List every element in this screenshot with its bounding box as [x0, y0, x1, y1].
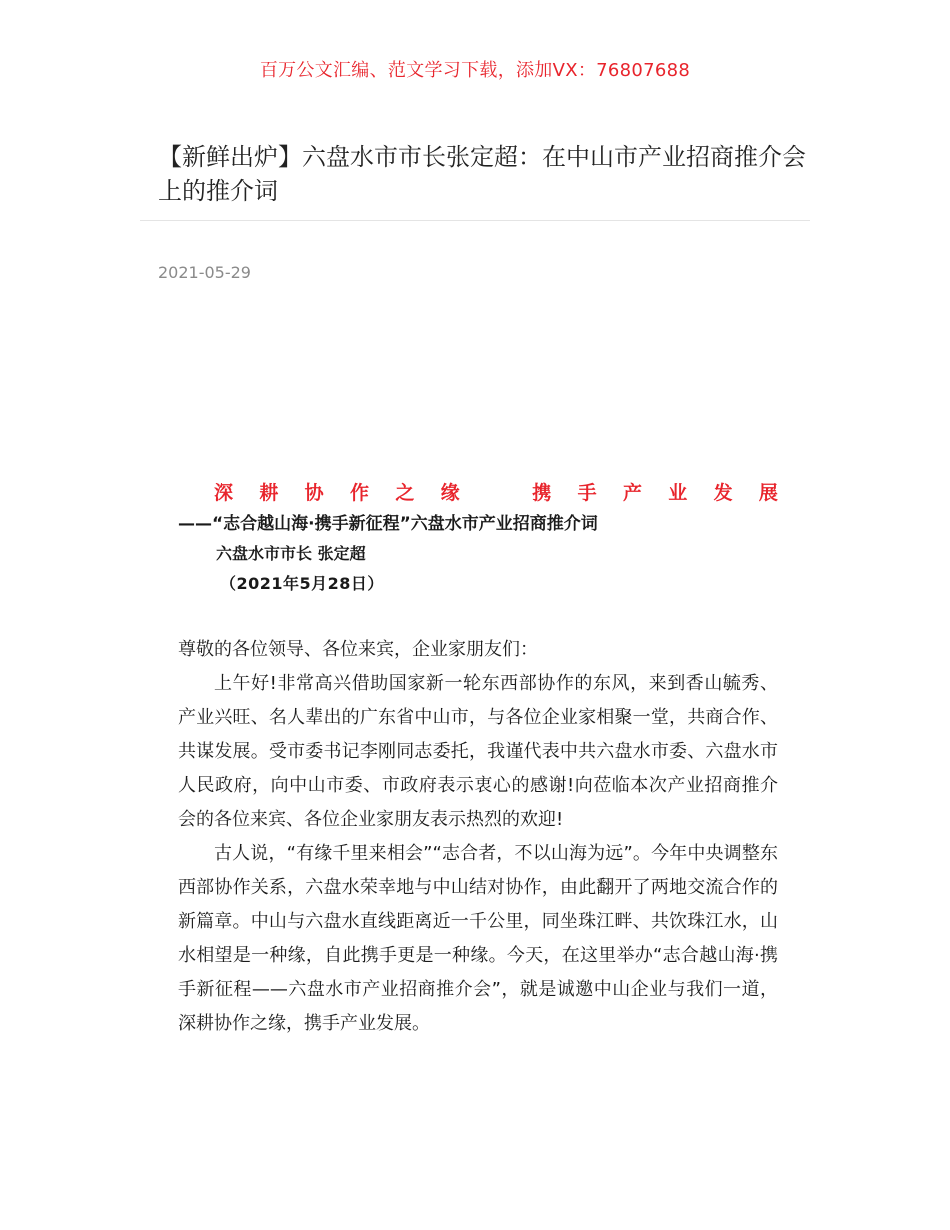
salutation: 尊敬的各位领导、各位来宾，企业家朋友们： — [178, 639, 538, 660]
headline-char: 业 — [668, 482, 688, 504]
headline-char: 发 — [713, 482, 733, 504]
speech-date: （2021年5月28日） — [220, 574, 384, 593]
headline-gap — [486, 478, 506, 508]
promo-banner: 百万公文汇编、范文学习下载，添加VX：76807688 — [259, 60, 691, 81]
headline-char: 展 — [758, 482, 778, 504]
article-body — [178, 478, 778, 1041]
headline-char: 缘 — [440, 482, 460, 504]
speech-subtitle: ——“志合越山海·携手新征程”六盘水市产业招商推介词 — [178, 514, 598, 534]
headline-char: 深 — [214, 482, 234, 504]
headline-char: 产 — [622, 482, 642, 504]
speaker-line: 六盘水市市长 张定超 — [216, 544, 366, 563]
title-divider — [140, 220, 810, 221]
headline-char: 手 — [577, 482, 597, 504]
publish-date: 2021-05-29 — [158, 263, 251, 282]
headline-char: 作 — [349, 482, 369, 504]
headline-char: 之 — [395, 482, 415, 504]
speech-headline — [178, 478, 778, 508]
headline-char: 协 — [304, 482, 324, 504]
article-title: 【新鲜出炉】六盘水市市长张定超：在中山市产业招商推介会上的推介词 — [158, 143, 806, 205]
headline-char: 耕 — [259, 482, 279, 504]
headline-char: 携 — [532, 482, 552, 504]
paragraph: 上午好!非常高兴借助国家新一轮东西部协作的东风，来到香山毓秀、产业兴旺、名人辈出的广东省中山市，与各位企业家相聚一堂，共商合作、共谋发展。受市委书记李刚同志委托，我谨代表中共六盘水市委、六盘水市人民政府，向中山市委、市政府表示衷心的感谢!向莅临本次产业招商推介会的各位来宾、各位企业家朋友表示热烈的欢迎! — [178, 673, 778, 830]
speech-text — [178, 633, 778, 1041]
paragraph: 古人说，“有缘千里来相会”“志合者，不以山海为远”。今年中央调整东西部协作关系，六盘水荣幸地与中山结对协作，由此翻开了两地交流合作的新篇章。中山与六盘水直线距离近一千公里，同坐珠江畔、共饮珠江水，山水相望是一种缘，自此携手更是一种缘。今天，在这里举办“志合越山海·携手新征程——六盘水市产业招商推介会”，就是诚邀中山企业与我们一道，深耕协作之缘，携手产业发展。 — [178, 843, 778, 1034]
